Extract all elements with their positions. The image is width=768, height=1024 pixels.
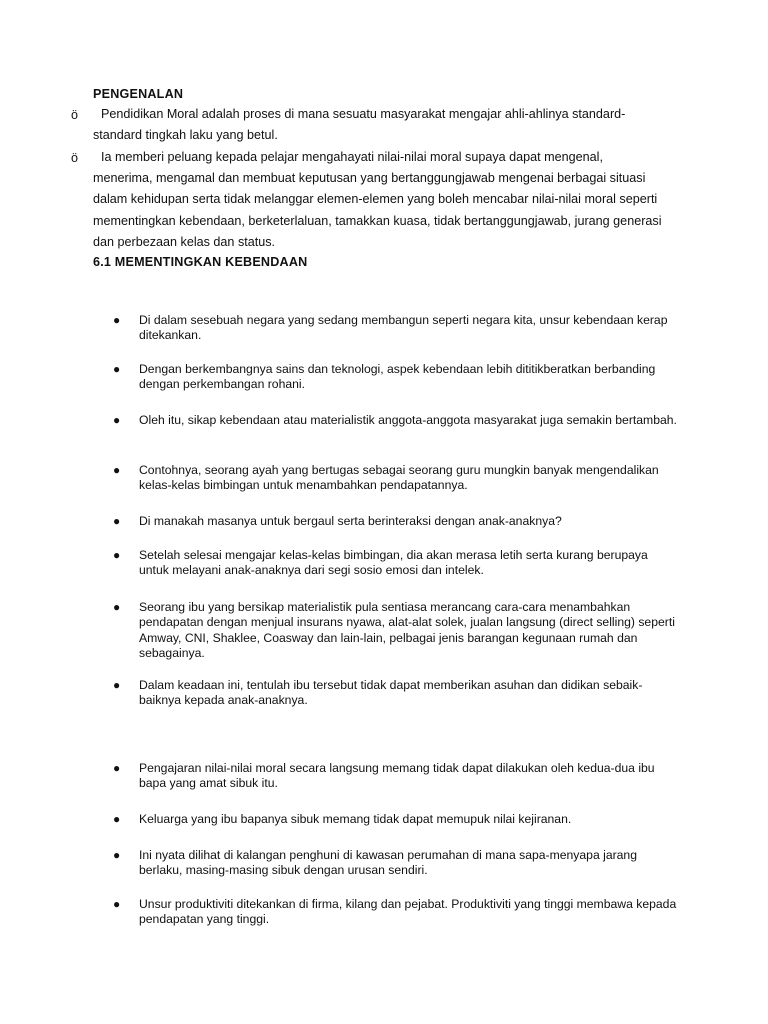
list-item-text: Contohnya, seorang ayah yang bertugas sebagai seorang guru mungkin banyak mengendalikan kelas-kelas bimbingan untuk menambahkan pendapatannya. [139,463,659,493]
list-item-text: Ini nyata dilihat di kalangan penghuni di kawasan perumahan di mana sapa-menyapa jarang berlaku, masing-masing sibuk dengan urusan sendiri. [139,848,637,878]
list-item-text: Keluarga yang ibu bapanya sibuk memang tidak dapat memupuk nilai kejiranan. [139,812,572,826]
list-item-text: Oleh itu, sikap kebendaan atau materialistik anggota-anggota masyarakat juga semakin bertambah. [139,413,677,427]
intro-paragraph-1: Pendidikan Moral adalah proses di mana sesuatu masyarakat mengajar ahli-ahlinya standard-standard tingkah laku yang betul. [93,107,626,143]
bullet-icon: ● [113,812,121,826]
bullet-icon: ● [113,362,121,376]
bullet-icon: ● [113,313,121,327]
bullet-icon: ● [113,761,121,775]
bullet-icon: ● [113,678,121,692]
bullet-icon: ● [113,514,121,528]
list-item-text: Di dalam sesebuah negara yang sedang membangun seperti negara kita, unsur kebendaan kerap ditekankan. [139,313,668,343]
list-item-text: Pengajaran nilai-nilai moral secara langsung memang tidak dapat dilakukan oleh kedua-dua ibu bapa yang amat sibuk itu. [139,761,655,791]
paragraph-marker: ö [71,108,79,122]
paragraph-marker: ö [71,151,79,165]
list-item-text: Seorang ibu yang bersikap materialistik pula sentiasa merancang cara-cara menambahkan pendapatan dengan menjual insurans nyawa, alat-alat solek, jualan langsung (direct selling) seperti Amway, CNI, Shaklee, Coasway dan lain-lain, pelbagai jenis barangan kegunaan rumah dan sebagainya. [139,600,675,661]
bullet-icon: ● [113,548,121,562]
intro-paragraph-2: Ia memberi peluang kepada pelajar mengahayati nilai-nilai moral supaya dapat mengenal, menerima, mengamal dan membuat keputusan yang bertanggungjawab mengenai berbagai situasi dalam kehidupan serta tidak melanggar elemen-elemen yang boleh mencabar nilai-nilai moral seperti mementingkan kebendaan, berketerlaluan, tamakkan kuasa, tidak bertanggungjawab, jurang generasi dan perbezaan kelas dan status. [93,150,662,249]
list-item-text: Di manakah masanya untuk bergaul serta berinteraksi dengan anak-anaknya? [139,514,562,528]
bullet-icon: ● [113,413,121,427]
list-item-text: Dengan berkembangnya sains dan teknologi, aspek kebendaan lebih dititikberatkan berbanding dengan perkembangan rohani. [139,362,656,392]
bullet-icon: ● [113,897,121,911]
bullet-icon: ● [113,848,121,862]
list-item-text: Unsur produktiviti ditekankan di firma, kilang dan pejabat. Produktiviti yang tinggi membawa kepada pendapatan yang tinggi. [139,897,677,927]
bullet-icon: ● [113,463,121,477]
intro-heading: PENGENALAN [93,87,184,101]
bullet-icon: ● [113,600,121,614]
section-heading: 6.1 MEMENTINGKAN KEBENDAAN [93,255,308,269]
list-item-text: Setelah selesai mengajar kelas-kelas bimbingan, dia akan merasa letih serta kurang berupaya untuk melayani anak-anaknya dari segi sosio emosi dan intelek. [139,548,648,578]
list-item-text: Dalam keadaan ini, tentulah ibu tersebut tidak dapat memberikan asuhan dan didikan sebaik-baiknya kepada anak-anaknya. [139,678,643,708]
